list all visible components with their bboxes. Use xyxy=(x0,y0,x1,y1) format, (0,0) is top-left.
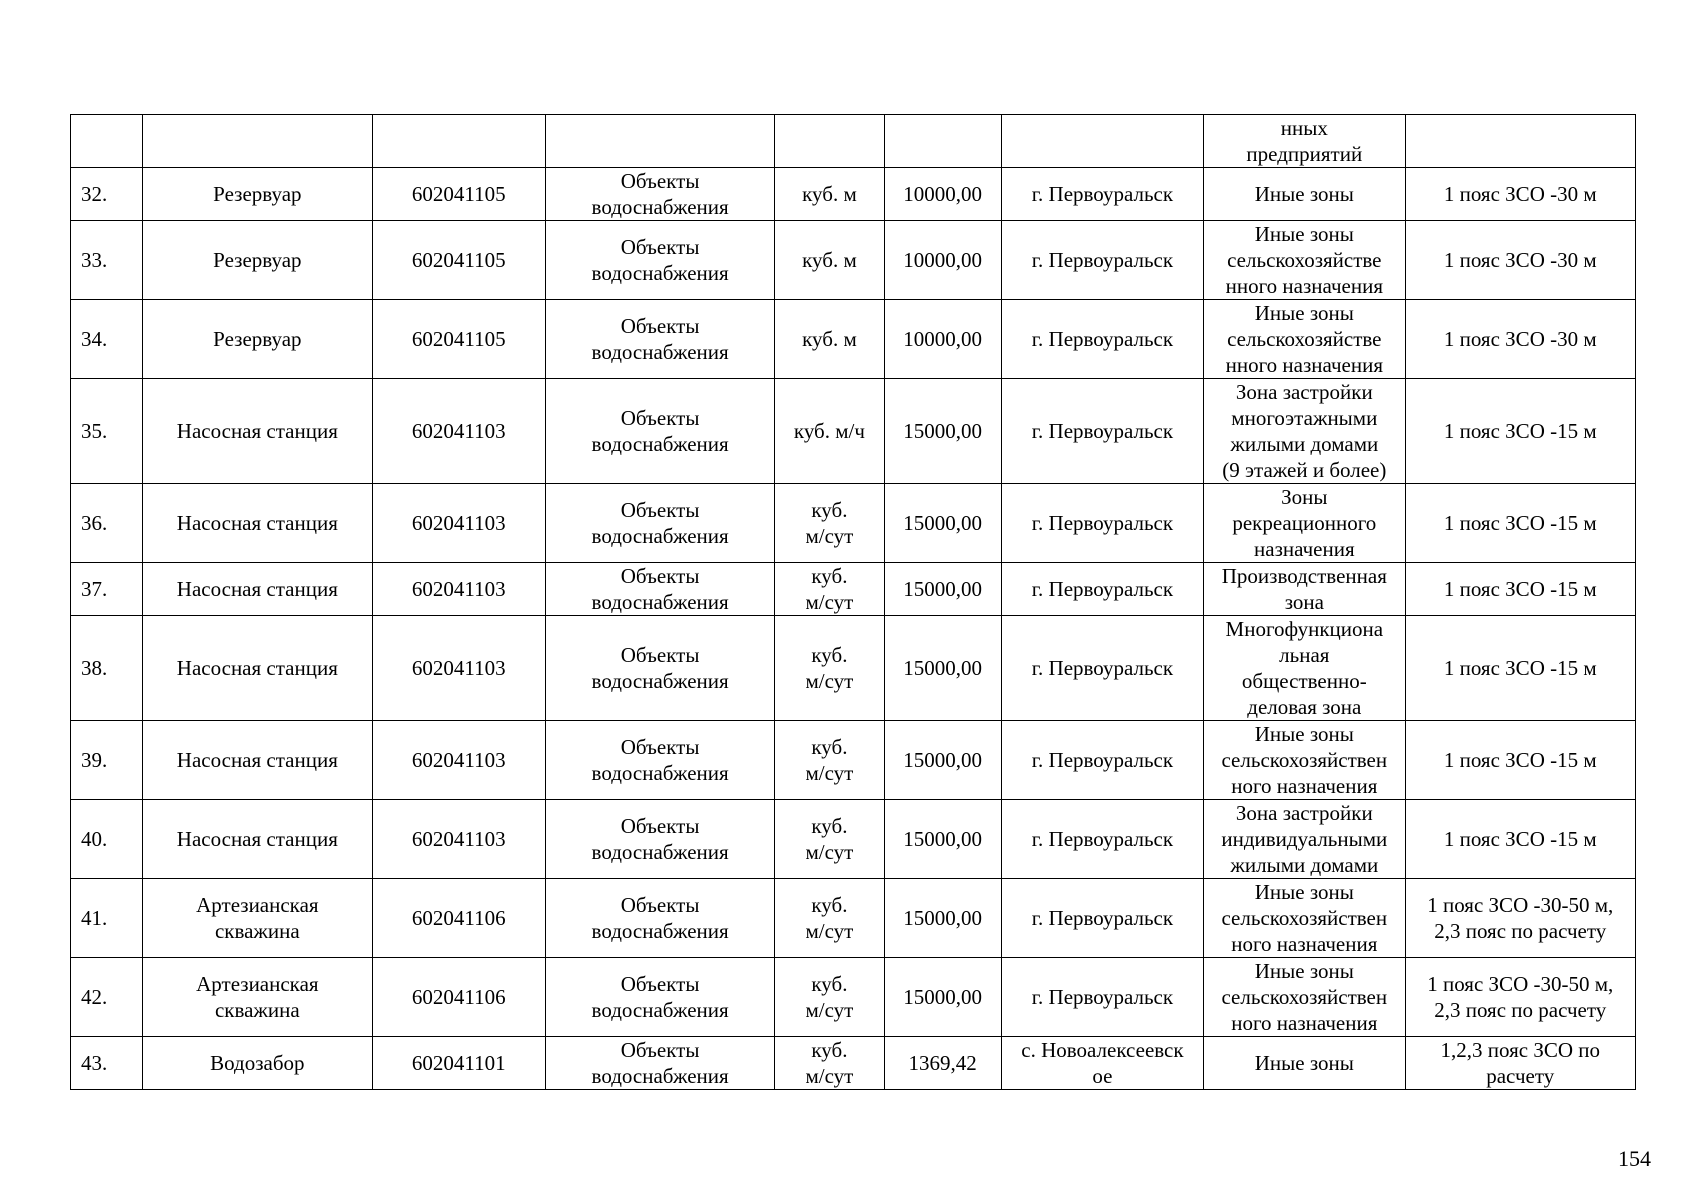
object-code-cell: 602041106 xyxy=(372,879,545,958)
row-number-cell xyxy=(71,115,143,168)
object-type-cell: Объекты водоснабжения xyxy=(545,563,774,616)
object-name-cell: Резервуар xyxy=(143,221,372,300)
functional-zone-cell: Иные зоны сельскохозяйствен ного назначения xyxy=(1204,958,1405,1037)
table-row xyxy=(71,379,1636,484)
table-row xyxy=(71,484,1636,563)
functional-zone-cell: Иные зоны xyxy=(1204,1037,1405,1090)
capacity-value-cell: 15000,00 xyxy=(884,563,1001,616)
functional-zone-cell: Зона застройки индивидуальными жилыми домами xyxy=(1204,800,1405,879)
functional-zone-cell: Иные зоны сельскохозяйстве нного назначения xyxy=(1204,221,1405,300)
object-code-cell xyxy=(372,115,545,168)
capacity-unit-cell: куб. м/сут xyxy=(775,721,884,800)
sanitary-zone-cell: 1 пояс ЗСО -30 м xyxy=(1405,168,1636,221)
object-name-cell: Насосная станция xyxy=(143,721,372,800)
location-cell: г. Первоуральск xyxy=(1001,168,1203,221)
table-row xyxy=(71,1037,1636,1090)
sanitary-zone-cell: 1 пояс ЗСО -15 м xyxy=(1405,484,1636,563)
table-row xyxy=(71,958,1636,1037)
row-number-cell: 41. xyxy=(71,879,143,958)
location-cell: г. Первоуральск xyxy=(1001,484,1203,563)
object-type-cell xyxy=(545,115,774,168)
table-row xyxy=(71,221,1636,300)
capacity-unit-cell: куб. м/сут xyxy=(775,484,884,563)
object-type-cell: Объекты водоснабжения xyxy=(545,221,774,300)
functional-zone-cell: Зона застройки многоэтажными жилыми домами (9 этажей и более) xyxy=(1204,379,1405,484)
row-number-cell: 38. xyxy=(71,616,143,721)
object-type-cell: Объекты водоснабжения xyxy=(545,300,774,379)
sanitary-zone-cell: 1 пояс ЗСО -30 м xyxy=(1405,300,1636,379)
row-number-cell: 36. xyxy=(71,484,143,563)
capacity-unit-cell: куб. м/ч xyxy=(775,379,884,484)
capacity-unit-cell: куб. м/сут xyxy=(775,879,884,958)
row-number-cell: 40. xyxy=(71,800,143,879)
capacity-value-cell: 15000,00 xyxy=(884,800,1001,879)
functional-zone-cell: Иные зоны сельскохозяйствен ного назначения xyxy=(1204,879,1405,958)
object-type-cell: Объекты водоснабжения xyxy=(545,958,774,1037)
location-cell xyxy=(1001,115,1203,168)
table-row xyxy=(71,721,1636,800)
objects-table xyxy=(70,114,1636,1090)
object-name-cell: Насосная станция xyxy=(143,616,372,721)
capacity-unit-cell xyxy=(775,115,884,168)
capacity-unit-cell: куб. м/сут xyxy=(775,1037,884,1090)
table-row xyxy=(71,879,1636,958)
capacity-value-cell xyxy=(884,115,1001,168)
functional-zone-cell: Иные зоны xyxy=(1204,168,1405,221)
object-type-cell: Объекты водоснабжения xyxy=(545,800,774,879)
location-cell: г. Первоуральск xyxy=(1001,616,1203,721)
sanitary-zone-cell xyxy=(1405,115,1636,168)
object-code-cell: 602041103 xyxy=(372,721,545,800)
sanitary-zone-cell: 1 пояс ЗСО -15 м xyxy=(1405,800,1636,879)
capacity-value-cell: 15000,00 xyxy=(884,379,1001,484)
page-number: 154 xyxy=(1618,1146,1651,1171)
capacity-unit-cell: куб. м xyxy=(775,221,884,300)
object-code-cell: 602041105 xyxy=(372,168,545,221)
object-type-cell: Объекты водоснабжения xyxy=(545,616,774,721)
row-number-cell: 42. xyxy=(71,958,143,1037)
functional-zone-cell: нных предприятий xyxy=(1204,115,1405,168)
row-number-cell: 37. xyxy=(71,563,143,616)
capacity-value-cell: 10000,00 xyxy=(884,221,1001,300)
object-type-cell: Объекты водоснабжения xyxy=(545,484,774,563)
sanitary-zone-cell: 1 пояс ЗСО -15 м xyxy=(1405,721,1636,800)
object-name-cell: Насосная станция xyxy=(143,800,372,879)
object-name-cell: Артезианская скважина xyxy=(143,879,372,958)
object-name-cell: Резервуар xyxy=(143,300,372,379)
object-name-cell: Насосная станция xyxy=(143,563,372,616)
functional-zone-cell: Производственная зона xyxy=(1204,563,1405,616)
capacity-value-cell: 15000,00 xyxy=(884,879,1001,958)
row-number-cell: 43. xyxy=(71,1037,143,1090)
object-type-cell: Объекты водоснабжения xyxy=(545,379,774,484)
object-code-cell: 602041105 xyxy=(372,300,545,379)
capacity-unit-cell: куб. м/сут xyxy=(775,616,884,721)
capacity-value-cell: 10000,00 xyxy=(884,168,1001,221)
capacity-value-cell: 15000,00 xyxy=(884,484,1001,563)
object-name-cell: Насосная станция xyxy=(143,484,372,563)
table-body xyxy=(71,115,1636,1090)
location-cell: г. Первоуральск xyxy=(1001,721,1203,800)
object-code-cell: 602041106 xyxy=(372,958,545,1037)
object-type-cell: Объекты водоснабжения xyxy=(545,1037,774,1090)
capacity-unit-cell: куб. м/сут xyxy=(775,563,884,616)
object-name-cell: Артезианская скважина xyxy=(143,958,372,1037)
row-number-cell: 33. xyxy=(71,221,143,300)
location-cell: г. Первоуральск xyxy=(1001,563,1203,616)
object-code-cell: 602041105 xyxy=(372,221,545,300)
row-number-cell: 35. xyxy=(71,379,143,484)
object-code-cell: 602041103 xyxy=(372,379,545,484)
row-number-cell: 32. xyxy=(71,168,143,221)
capacity-value-cell: 10000,00 xyxy=(884,300,1001,379)
object-name-cell: Водозабор xyxy=(143,1037,372,1090)
sanitary-zone-cell: 1 пояс ЗСО -15 м xyxy=(1405,616,1636,721)
object-type-cell: Объекты водоснабжения xyxy=(545,168,774,221)
row-number-cell: 39. xyxy=(71,721,143,800)
capacity-value-cell: 15000,00 xyxy=(884,616,1001,721)
location-cell: г. Первоуральск xyxy=(1001,879,1203,958)
object-name-cell: Насосная станция xyxy=(143,379,372,484)
sanitary-zone-cell: 1 пояс ЗСО -30 м xyxy=(1405,221,1636,300)
sanitary-zone-cell: 1,2,3 пояс ЗСО по расчету xyxy=(1405,1037,1636,1090)
table-row xyxy=(71,115,1636,168)
object-type-cell: Объекты водоснабжения xyxy=(545,721,774,800)
location-cell: г. Первоуральск xyxy=(1001,379,1203,484)
sanitary-zone-cell: 1 пояс ЗСО -30-50 м, 2,3 пояс по расчету xyxy=(1405,958,1636,1037)
sanitary-zone-cell: 1 пояс ЗСО -15 м xyxy=(1405,563,1636,616)
location-cell: г. Первоуральск xyxy=(1001,300,1203,379)
table-row xyxy=(71,800,1636,879)
capacity-unit-cell: куб. м xyxy=(775,300,884,379)
capacity-value-cell: 15000,00 xyxy=(884,958,1001,1037)
object-code-cell: 602041103 xyxy=(372,616,545,721)
location-cell: г. Первоуральск xyxy=(1001,958,1203,1037)
object-type-cell: Объекты водоснабжения xyxy=(545,879,774,958)
table-row xyxy=(71,563,1636,616)
capacity-value-cell: 15000,00 xyxy=(884,721,1001,800)
functional-zone-cell: Многофункциона льная общественно- деловая зона xyxy=(1204,616,1405,721)
object-code-cell: 602041101 xyxy=(372,1037,545,1090)
functional-zone-cell: Иные зоны сельскохозяйствен ного назначения xyxy=(1204,721,1405,800)
functional-zone-cell: Иные зоны сельскохозяйстве нного назначения xyxy=(1204,300,1405,379)
capacity-unit-cell: куб. м/сут xyxy=(775,800,884,879)
table-row xyxy=(71,616,1636,721)
object-code-cell: 602041103 xyxy=(372,563,545,616)
capacity-unit-cell: куб. м/сут xyxy=(775,958,884,1037)
functional-zone-cell: Зоны рекреационного назначения xyxy=(1204,484,1405,563)
object-name-cell: Резервуар xyxy=(143,168,372,221)
sanitary-zone-cell: 1 пояс ЗСО -30-50 м, 2,3 пояс по расчету xyxy=(1405,879,1636,958)
location-cell: с. Новоалексеевск ое xyxy=(1001,1037,1203,1090)
sanitary-zone-cell: 1 пояс ЗСО -15 м xyxy=(1405,379,1636,484)
capacity-unit-cell: куб. м xyxy=(775,168,884,221)
capacity-value-cell: 1369,42 xyxy=(884,1037,1001,1090)
location-cell: г. Первоуральск xyxy=(1001,221,1203,300)
row-number-cell: 34. xyxy=(71,300,143,379)
object-code-cell: 602041103 xyxy=(372,484,545,563)
table-row xyxy=(71,300,1636,379)
location-cell: г. Первоуральск xyxy=(1001,800,1203,879)
object-name-cell xyxy=(143,115,372,168)
table-row xyxy=(71,168,1636,221)
object-code-cell: 602041103 xyxy=(372,800,545,879)
